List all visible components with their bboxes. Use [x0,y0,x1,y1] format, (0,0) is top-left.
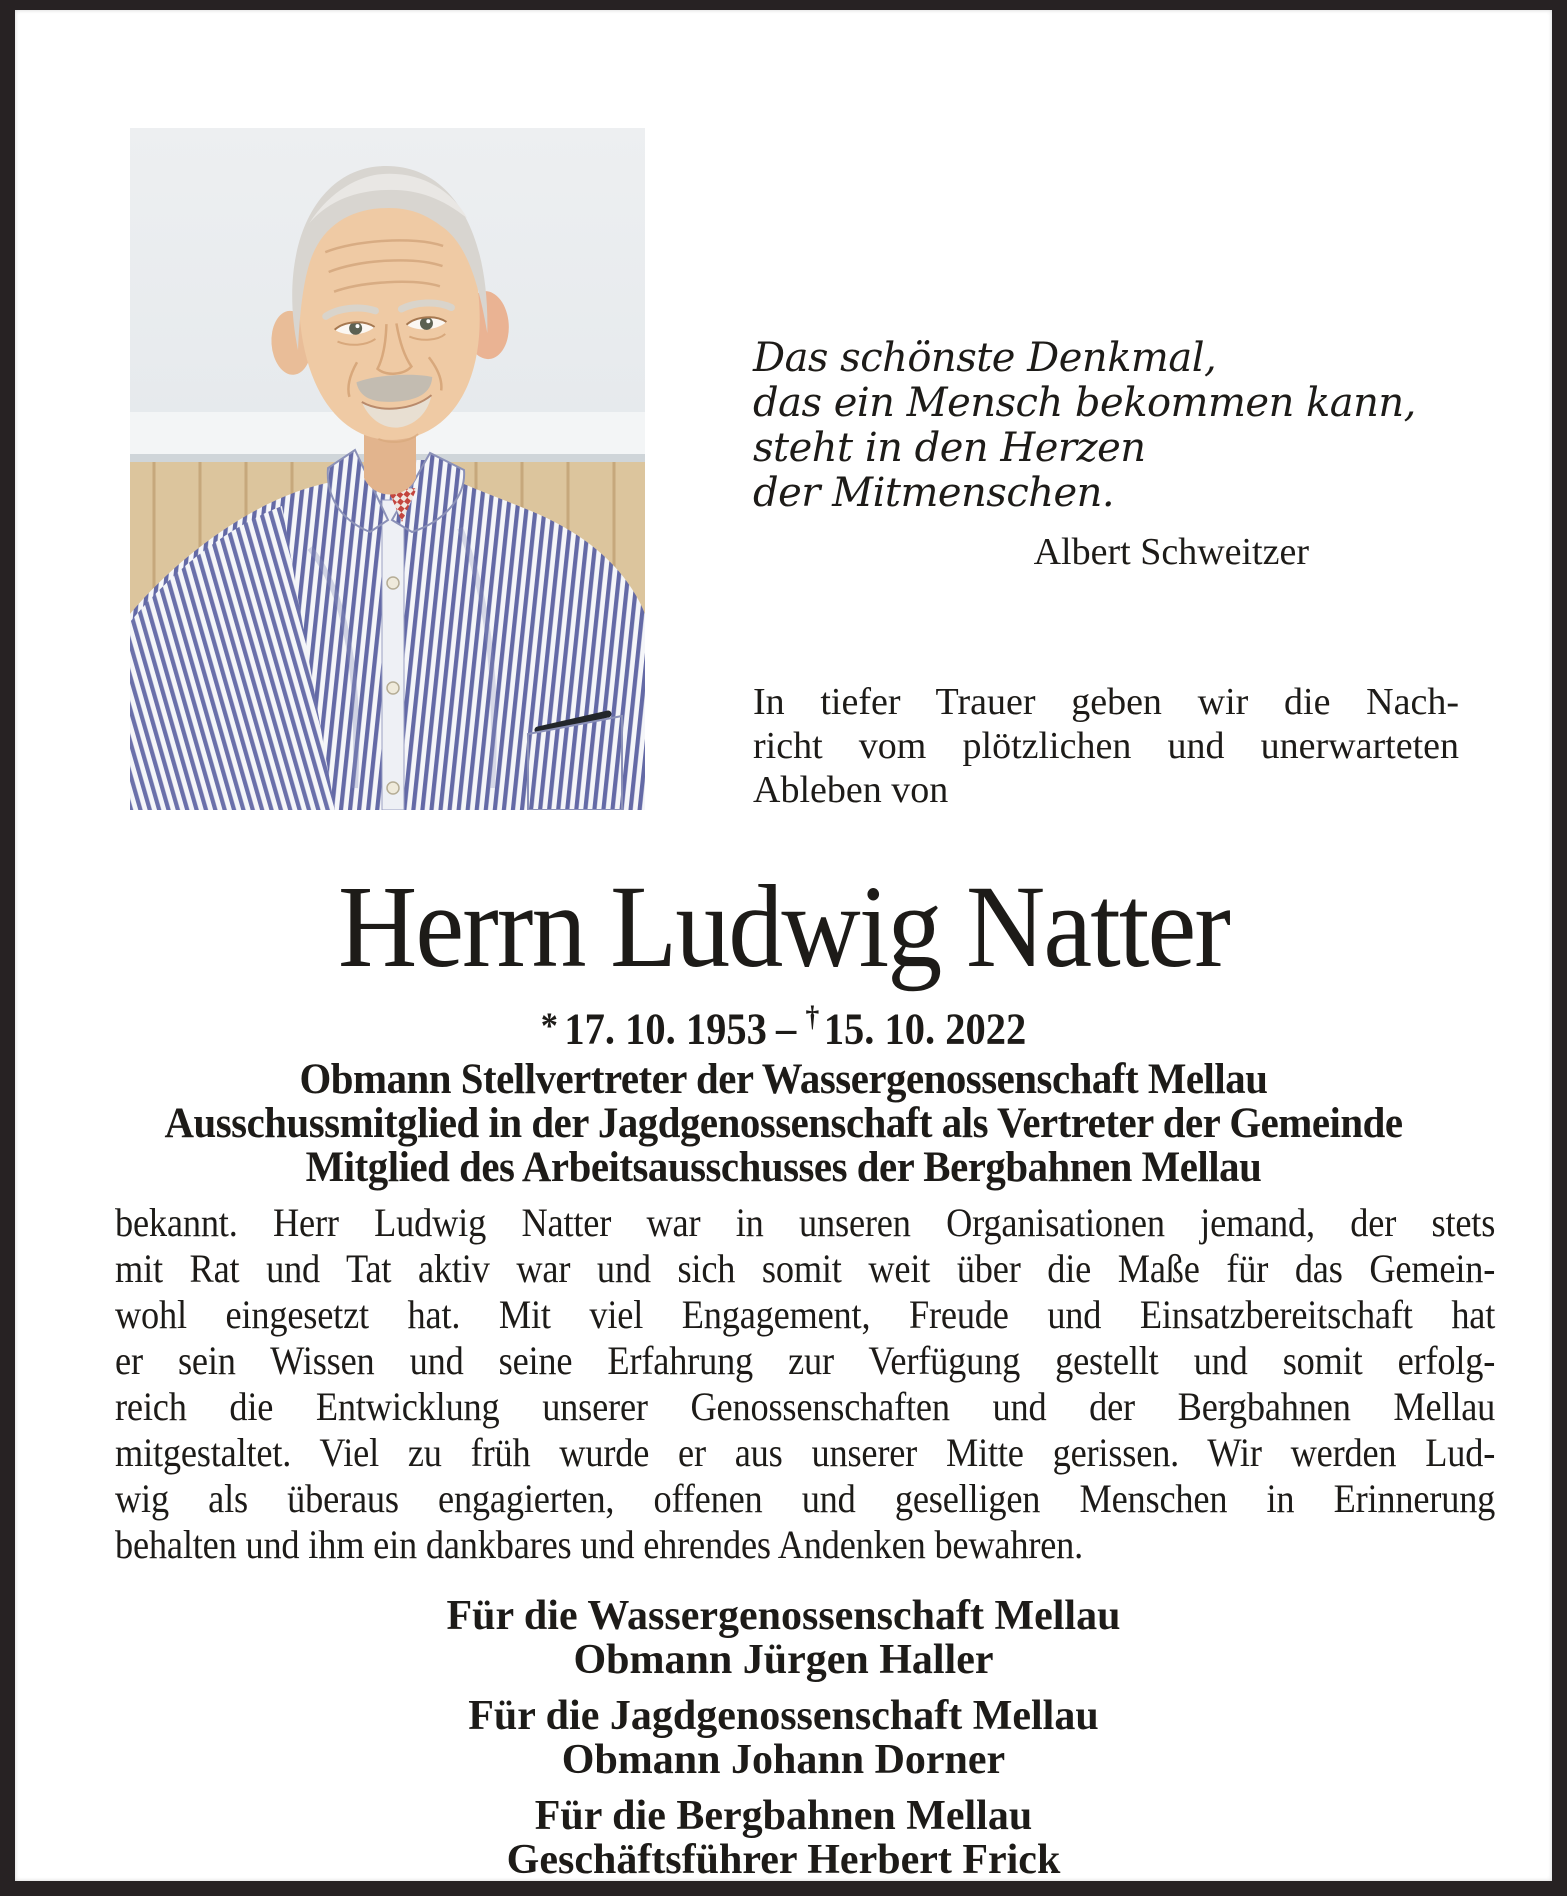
signature-person: Obmann Johann Dorner [561,1737,1006,1784]
portrait-photo [130,128,645,810]
body-line: behalten und ihm ein dankbares und ehrendes Andenken bewahren. [115,1522,1084,1568]
quote-attribution: Albert Schweitzer [1033,531,1309,573]
signature-org: Für die Jagdgenossenschaft Mellau [468,1693,1099,1740]
obituary-body [115,1200,1495,1568]
signature-block-wassergenossenschaft [15,1594,1552,1682]
signature-person: Obmann Jürgen Haller [573,1637,994,1684]
body-line: bekannt. Herr Ludwig Natter war in unseren Organisationen jemand, der stets [115,1200,1496,1246]
body-line: reich die Entwicklung unserer Genossenschaften und der Bergbahnen Mellau [115,1384,1496,1430]
signature-block-bergbahnen [15,1794,1552,1882]
life-dates [76,994,1490,1052]
memorial-quote [753,336,1433,516]
dates-separator: – [776,1004,797,1054]
death-date: 15. 10. 2022 [823,1004,1027,1054]
right-column [753,336,1463,812]
signature-org: Für die Wassergenossenschaft Mellau [446,1593,1121,1640]
quote-line: das ein Mensch bekommen kann, [753,380,1416,426]
body-line: wohl eingesetzt hat. Mit viel Engagement, Freude und Einsatzbereitschaft hat [115,1292,1496,1338]
intro-line: In tiefer Trauer geben wir die Nach- [753,681,1459,723]
death-cross-symbol: † [805,1000,820,1033]
intro-line: Ableben von [753,769,949,811]
body-line: wig als überaus engagierten, offenen und geselligen Menschen in Erinnerung [115,1476,1496,1522]
signature-block-jagdgenossenschaft [15,1694,1552,1782]
quote-line: der Mitmenschen. [753,470,1115,516]
deceased-name: Herrn Ludwig Natter [337,861,1230,992]
role-line: Obmann Stellvertreter der Wassergenossenschaft Mellau [299,1056,1268,1104]
birth-date: 17. 10. 1953 [564,1004,767,1054]
glasses-in-pocket [528,714,622,810]
birth-star-symbol: * [540,1005,558,1047]
quote-line: Das schönste Denkmal, [753,335,1217,381]
body-line: mitgestaltet. Viel zu früh wurde er aus unserer Mitte gerissen. Wir werden Lud- [115,1430,1496,1476]
signatures [15,1594,1552,1882]
quote-line: steht in den Herzen [753,425,1146,471]
role-line: Mitglied des Arbeitsausschusses der Bergbahnen Mellau [305,1144,1262,1192]
signature-person: Geschäftsführer Herbert Frick [506,1837,1061,1884]
intro-line: richt vom plötzlichen und unerwarteten [753,725,1459,767]
body-line: mit Rat und Tat aktiv war und sich somit weit über die Maße für das Gemein- [115,1246,1496,1292]
deceased-roles [53,1058,1513,1190]
body-line: er sein Wissen und seine Erfahrung zur Verfügung gestellt und somit erfolg- [115,1338,1496,1384]
role-line: Ausschussmitglied in der Jagdgenossenschaft als Vertreter der Gemeinde [164,1100,1403,1148]
top-section [15,10,1552,822]
signature-org: Für die Bergbahnen Mellau [534,1793,1033,1840]
intro-paragraph [753,680,1459,812]
